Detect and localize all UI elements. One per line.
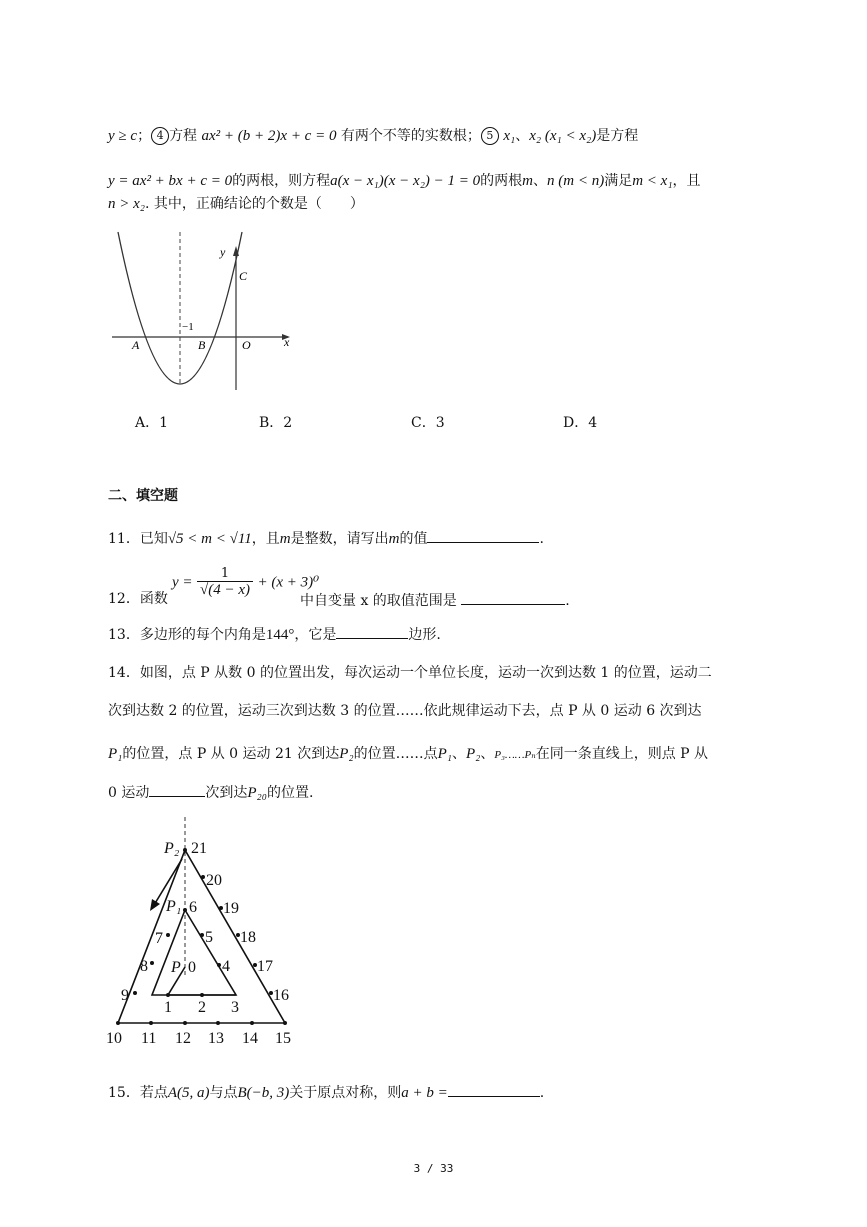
middle-triangle	[152, 910, 236, 995]
q12-end: .	[565, 593, 570, 609]
q14-line3	[108, 743, 708, 763]
q11-text2: 是整数，请写出	[290, 531, 389, 547]
q10-n: n (m < n)	[547, 173, 605, 189]
label-0: 0	[188, 959, 196, 976]
c-label: C	[239, 269, 248, 283]
q14-answer-blank[interactable]	[149, 782, 205, 797]
q15-text1: 15．若点	[108, 1085, 168, 1101]
arrow-head	[150, 899, 160, 911]
q12-frac-num: 1	[197, 566, 253, 582]
parabola-graph	[108, 228, 308, 393]
q10-eq2: y = ax² + bx + c = 0	[108, 173, 233, 189]
label-17: 17	[257, 958, 273, 975]
q11-end: .	[539, 531, 544, 547]
q12-tail: + (x + 3)⁰	[257, 574, 320, 591]
label-2: 2	[198, 999, 206, 1016]
q14-t5: 在同一条直线上，则点 P 从	[535, 746, 709, 762]
q10-m: m	[522, 173, 533, 189]
q13-text3: 边形.	[408, 627, 441, 643]
q14-line4	[108, 782, 313, 802]
page-number: 3 / 33	[413, 1162, 454, 1175]
q14-t7: 次到达	[205, 785, 248, 801]
q13	[108, 624, 441, 644]
label-5: 5	[205, 929, 213, 946]
o-label: O	[242, 338, 251, 352]
q10-text6: 满足	[604, 173, 633, 189]
q10-line2: y = ax² + bx + c = 0的两根，则方程a(x − x₁)(x − x₂) − 1 = 0的两根m、n (m < n)满足m < x₁，且	[108, 173, 701, 189]
marker-4: 4	[151, 127, 169, 145]
q15-answer-blank[interactable]	[448, 1082, 540, 1097]
q10-sep: 、	[515, 128, 530, 144]
q14-p20: P₂₀	[247, 785, 267, 801]
q14-t3: 、	[452, 746, 467, 762]
q15-end: .	[539, 1085, 545, 1101]
x-label: x	[284, 335, 290, 349]
label-4: 4	[222, 958, 230, 975]
q10-x1: x₁	[503, 128, 516, 144]
label-21: 21	[191, 840, 207, 857]
q15-point-a: A(5, a)	[167, 1085, 210, 1101]
q14-t1: 的位置，点 P 从 0 运动 21 次到达	[122, 746, 340, 762]
label-8: 8	[140, 958, 148, 975]
q14-p1b: P₁	[437, 746, 453, 762]
label-16: 16	[273, 987, 289, 1004]
q10-line1	[108, 125, 638, 145]
neg1-label: −1	[182, 321, 194, 333]
label-10: 10	[106, 1030, 122, 1047]
label-14: 14	[242, 1030, 258, 1047]
b-label: B	[198, 338, 206, 352]
option-d: D．4	[563, 415, 598, 431]
q14-line2: 次到达数 2 的位置，运动三次到达数 3 的位置……依此规律运动下去，点 P 从 0 运动 6 次到达	[108, 703, 702, 719]
q14-p1: P₁	[108, 746, 123, 762]
q11-m: m	[279, 531, 291, 547]
q10-semicolon: ；	[137, 128, 152, 144]
q14-t6: 0 运动	[108, 785, 150, 801]
q14-line1: 14．如图，点 P 从数 0 的位置出发，每次运动一个单位长度，运动一次到达数 1 的位置，运动二	[108, 665, 712, 681]
q11-m2: m	[388, 531, 400, 547]
label-19: 19	[223, 900, 239, 917]
q12-answer-blank[interactable]	[461, 590, 565, 605]
label-6: 6	[189, 899, 197, 916]
figure-labels	[106, 840, 291, 1047]
q10-text5: 的两根	[480, 173, 523, 189]
q10-cond2: n > x₂	[108, 196, 145, 212]
section-title: 二、填空题	[108, 488, 178, 504]
q14-p2: P₂	[339, 746, 354, 762]
label-3: 3	[231, 999, 239, 1016]
label-12: 12	[175, 1030, 191, 1047]
q12	[108, 588, 168, 608]
q12-text: 中自变量 x 的取值范围是	[300, 593, 457, 609]
q10-cond1: m < x₁	[632, 173, 673, 189]
q14-p2b: P₂	[466, 746, 481, 762]
label-20: 20	[206, 872, 222, 889]
q10-x2: x₂ (x₁ < x₂)	[529, 128, 597, 144]
label-15: 15	[275, 1030, 291, 1047]
q10-eq1: ax² + (b + 2)x + c = 0	[201, 128, 337, 144]
label-13: 13	[208, 1030, 224, 1047]
option-c: C．3	[411, 415, 445, 431]
q14-p3n: P₃……Pₙ	[494, 749, 536, 761]
q12-rest	[300, 590, 570, 610]
q15	[108, 1082, 544, 1102]
q11-answer-blank[interactable]	[427, 528, 539, 543]
triangle-figure	[100, 815, 310, 1055]
label-p2: P₂	[164, 840, 180, 857]
q10-line3	[108, 193, 364, 213]
option-b: B．2	[259, 415, 293, 431]
q12-num: 12．函数	[108, 591, 168, 607]
q11-num: 11．已知	[108, 531, 168, 547]
q14-t8: 的位置.	[266, 785, 314, 801]
q15-expr: a + b =	[401, 1085, 448, 1101]
q13-angle: 144°	[265, 627, 295, 643]
q10-text8: . 其中，正确结论的个数是（ ）	[145, 196, 364, 212]
q10-eq3: a(x − x₁)(x − x₂) − 1 = 0	[330, 173, 481, 189]
label-7: 7	[155, 930, 163, 947]
q13-text1: 13．多边形的每个内角是	[108, 627, 266, 643]
q12-frac-den: √(4 − x)	[199, 582, 250, 598]
q11-expr: √5 < m < √11	[167, 531, 252, 547]
label-11: 11	[141, 1030, 157, 1047]
q15-text3: 关于原点对称，则	[289, 1085, 402, 1101]
q12-formula	[172, 566, 319, 599]
label-1: 1	[164, 999, 172, 1016]
q15-point-b: B(−b, 3)	[237, 1085, 290, 1101]
q10-cond: y ≥ c	[108, 128, 138, 144]
q13-answer-blank[interactable]	[336, 624, 408, 639]
q13-text2: ，它是	[294, 627, 337, 643]
q14-t2: 的位置……点	[353, 746, 438, 762]
label-9: 9	[121, 987, 129, 1004]
option-a: A．1	[135, 415, 169, 431]
label-p: P	[171, 959, 181, 976]
q15-text2: 与点	[209, 1085, 238, 1101]
q10-text4: 的两根，则方程	[232, 173, 331, 189]
q10-text7: ，且	[672, 173, 701, 189]
q14-t4: 、	[480, 746, 495, 762]
q10-text3: 是方程	[596, 128, 639, 144]
a-label: A	[132, 338, 140, 352]
q11-text3: 的值	[399, 531, 428, 547]
q12-fraction	[197, 566, 253, 599]
y-label: y	[220, 245, 226, 259]
q10-text: 方程	[169, 128, 198, 144]
q12-y: y =	[172, 574, 193, 591]
q10-text2: 有两个不等的实数根；	[340, 128, 481, 144]
q11-text1: ，且	[251, 531, 280, 547]
q11	[108, 528, 544, 548]
marker-5: 5	[481, 127, 499, 145]
label-p1: P₁	[166, 898, 182, 915]
label-18: 18	[240, 929, 256, 946]
